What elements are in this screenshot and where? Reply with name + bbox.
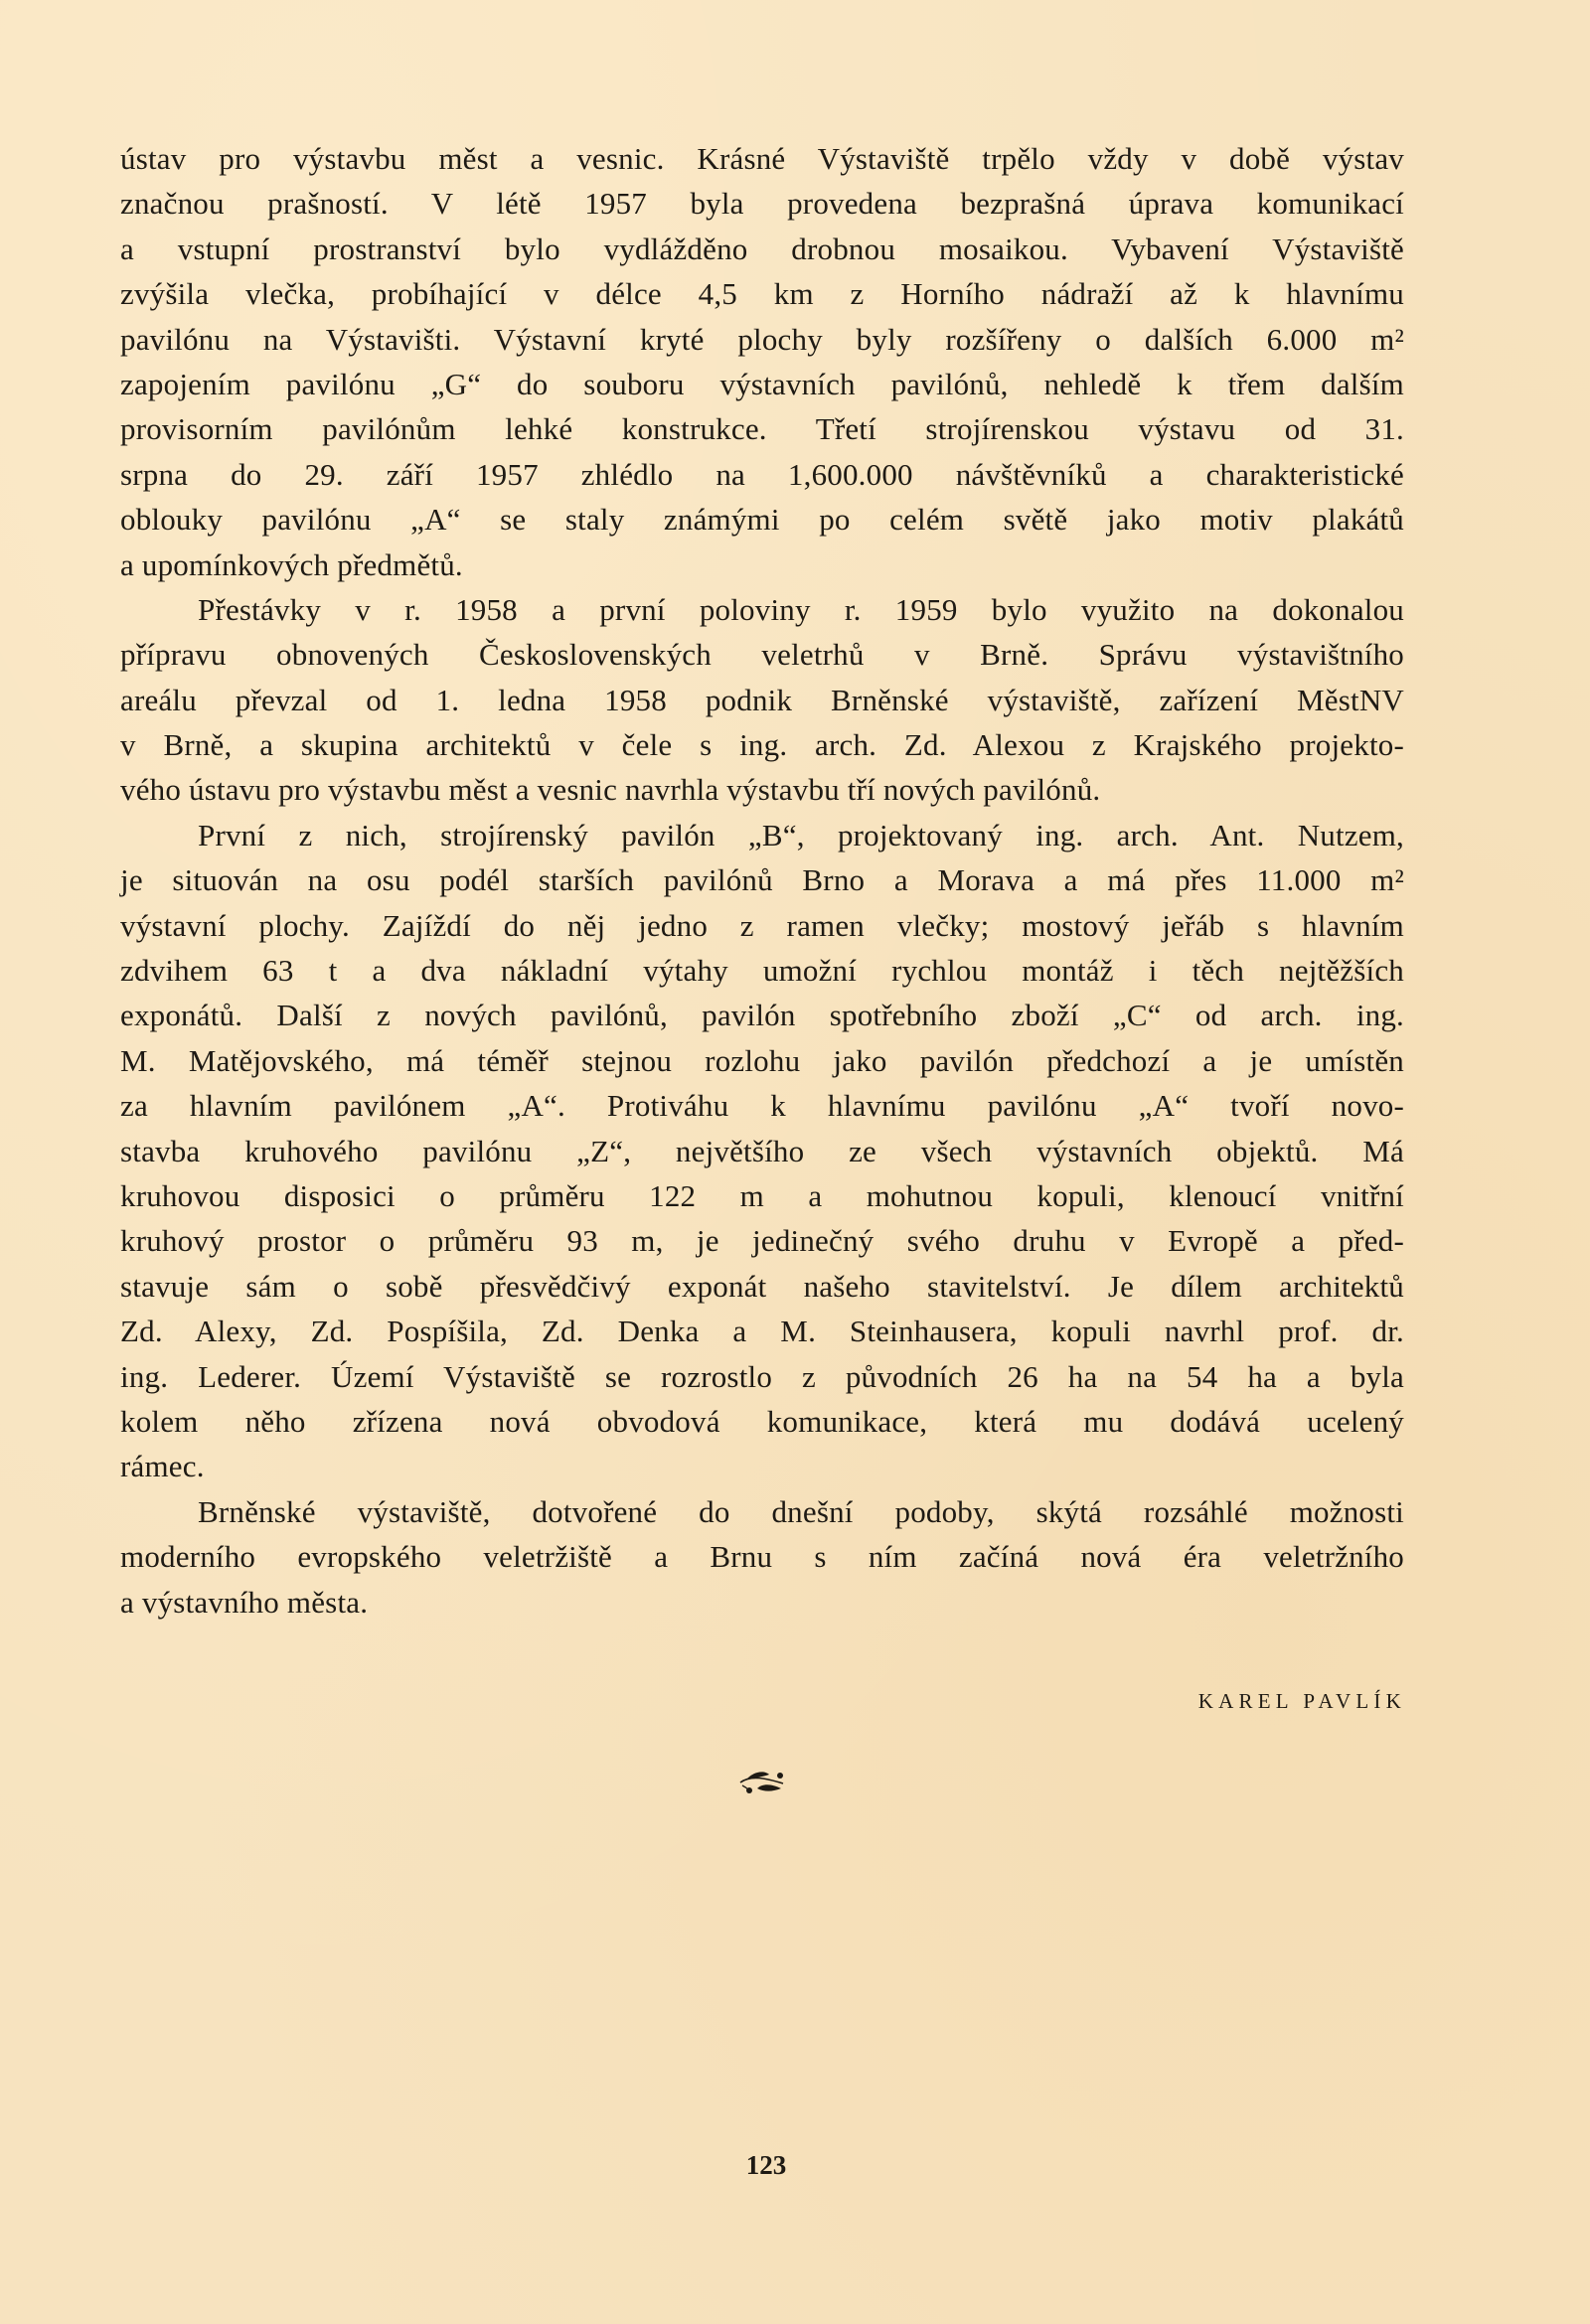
paragraph bbox=[120, 587, 1404, 813]
text-line: zvýšila vlečka, probíhající v délce 4,5 km z Horního nádraží až k hlavnímu bbox=[120, 276, 1404, 312]
paragraph bbox=[120, 1489, 1404, 1625]
paragraph bbox=[120, 136, 1404, 587]
text-line: kruhovou disposici o průměru 122 m a mohutnou kopuli, klenoucí vnitřní bbox=[120, 1177, 1404, 1213]
text-line: oblouky pavilónu „A“ se staly známými po celém světě jako motiv plakátů bbox=[120, 502, 1404, 538]
text-line: stavuje sám o sobě přesvědčivý exponát našeho stavitelství. Je dílem architektů bbox=[120, 1268, 1404, 1304]
text-line: a upomínkových předmětů. bbox=[120, 546, 463, 582]
text-line: rámec. bbox=[120, 1449, 205, 1484]
text-line: stavba kruhového pavilónu „Z“, největšího ze všech výstavních objektů. Má bbox=[120, 1133, 1404, 1168]
text-line: značnou prašností. V létě 1957 byla provedena bezprašná úprava komunikací bbox=[120, 186, 1404, 222]
author-signature: KAREL PAVLÍK bbox=[1197, 1689, 1406, 1713]
text-line: pavilónu na Výstavišti. Výstavní kryté plochy byly rozšířeny o dalších 6.000 m² bbox=[120, 321, 1404, 357]
text-line: exponátů. Další z nových pavilónů, pavilón spotřebního zboží „C“ od arch. ing. bbox=[120, 998, 1404, 1033]
text-line: v Brně, a skupina architektů v čele s ing. arch. Zd. Alexou z Krajského projekto- bbox=[120, 727, 1404, 763]
text-line: zdvihem 63 t a dva nákladní výtahy umožní rychlou montáž i těch nejtěžších bbox=[120, 953, 1404, 989]
text-line: a vstupní prostranství bylo vydlážděno drobnou mosaikou. Vybavení Výstaviště bbox=[120, 231, 1404, 266]
text-line: moderního evropského veletržiště a Brnu s ním začíná nová éra veletržního bbox=[120, 1539, 1404, 1575]
text-line: za hlavním pavilónem „A“. Protiváhu k hlavnímu pavilónu „A“ tvoří novo- bbox=[120, 1088, 1404, 1124]
text-line: vého ústavu pro výstavbu měst a vesnic navrhla výstavbu tří nových pavilónů. bbox=[120, 772, 1101, 808]
text-line: je situován na osu podél starších pavilónů Brno a Morava a má přes 11.000 m² bbox=[120, 862, 1404, 898]
article-body bbox=[120, 136, 1404, 1625]
text-line: M. Matějovského, má téměř stejnou rozlohu jako pavilón předchozí a je umístěn bbox=[120, 1042, 1404, 1078]
page-number: 123 bbox=[745, 2150, 787, 2180]
text-line: provisorním pavilónům lehké konstrukce. Třetí strojírenskou výstavu od 31. bbox=[120, 411, 1404, 447]
text-line: ing. Lederer. Území Výstaviště se rozrostlo z původních 26 ha na 54 ha a byla bbox=[120, 1358, 1404, 1394]
text-line: Přestávky v r. 1958 a první poloviny r. 1959 bylo využito na dokonalou bbox=[198, 591, 1404, 627]
text-line: První z nich, strojírenský pavilón „B“, projektovaný ing. arch. Ant. Nutzem, bbox=[198, 817, 1404, 852]
paragraph bbox=[120, 813, 1404, 1489]
text-line: areálu převzal od 1. ledna 1958 podnik Brněnské výstaviště, zařízení MěstNV bbox=[120, 682, 1404, 717]
text-line: srpna do 29. září 1957 zhlédlo na 1,600.000 návštěvníků a charakteristické bbox=[120, 456, 1404, 492]
text-line: přípravu obnovených Československých veletrhů v Brně. Správu výstavištního bbox=[120, 637, 1404, 673]
text-line: zapojením pavilónu „G“ do souboru výstavních pavilónů, nehledě k třem dalším bbox=[120, 366, 1404, 401]
text-line: Zd. Alexy, Zd. Pospíšila, Zd. Denka a M. Steinhausera, kopuli navrhl prof. dr. bbox=[120, 1314, 1404, 1349]
text-line: a výstavního města. bbox=[120, 1584, 369, 1620]
text-line: kolem něho zřízena nová obvodová komunikace, která mu dodává ucelený bbox=[120, 1403, 1404, 1439]
text-line: výstavní plochy. Zajíždí do něj jedno z ramen vlečky; mostový jeřáb s hlavním bbox=[120, 907, 1404, 943]
text-line: kruhový prostor o průměru 93 m, je jedinečný svého druhu v Evropě a před- bbox=[120, 1223, 1404, 1259]
text-line: ústav pro výstavbu měst a vesnic. Krásné Výstaviště trpělo vždy v době výstav bbox=[120, 141, 1404, 176]
leaf-ornament-icon bbox=[737, 1769, 789, 1798]
text-line: Brněnské výstaviště, dotvořené do dnešní podoby, skýtá rozsáhlé možnosti bbox=[198, 1493, 1404, 1529]
